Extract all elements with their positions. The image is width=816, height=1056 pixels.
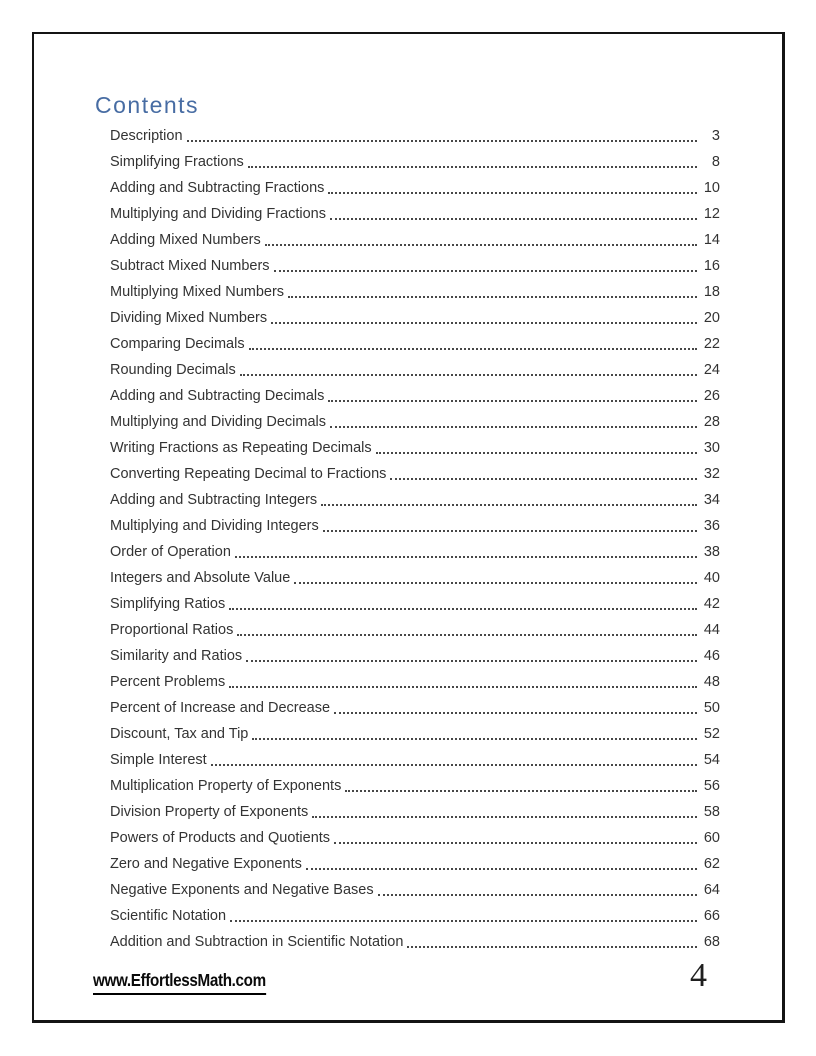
toc-entry-page: 64: [703, 882, 720, 898]
toc-dot-leader: [374, 877, 700, 903]
toc-dot-leader: [225, 591, 700, 617]
toc-entry-title: Addition and Subtraction in Scientific Notation: [110, 934, 404, 950]
toc-entry-title: Division Property of Exponents: [110, 804, 309, 820]
toc-entry-page: 28: [703, 414, 720, 430]
toc-entry-row[interactable]: [110, 409, 720, 435]
toc-entry-page: 36: [703, 518, 720, 534]
toc-entry-title: Integers and Absolute Value: [110, 570, 291, 586]
toc-entry-row[interactable]: [110, 877, 720, 903]
toc-entry-page: 66: [703, 908, 720, 924]
toc-dot-leader: [207, 747, 700, 773]
toc-entry-title: Multiplying and Dividing Fractions: [110, 206, 326, 222]
toc-dot-leader: [290, 565, 700, 591]
toc-entry-title: Percent of Increase and Decrease: [110, 700, 331, 716]
toc-entry-row[interactable]: [110, 721, 720, 747]
toc-entry-page: 14: [703, 232, 720, 248]
toc-entry-page: 38: [703, 544, 720, 560]
toc-entry-row[interactable]: [110, 773, 720, 799]
toc-dot-leader: [324, 175, 700, 201]
toc-entry-title: Scientific Notation: [110, 908, 227, 924]
toc-dot-leader: [308, 799, 700, 825]
toc-entry-row[interactable]: [110, 149, 720, 175]
toc-entry-row[interactable]: [110, 799, 720, 825]
toc-entry-row[interactable]: [110, 929, 720, 955]
toc-entry-title: Similarity and Ratios: [110, 648, 243, 664]
toc-dot-leader: [183, 123, 700, 149]
toc-entry-page: 3: [711, 128, 720, 144]
toc-dot-leader: [324, 383, 700, 409]
toc-entry-page: 48: [703, 674, 720, 690]
toc-entry-row[interactable]: [110, 513, 720, 539]
toc-entry-row[interactable]: [110, 591, 720, 617]
toc-dot-leader: [242, 643, 700, 669]
toc-entry-row[interactable]: [110, 357, 720, 383]
toc-entry-page: 32: [703, 466, 720, 482]
toc-entry-page: 18: [703, 284, 720, 300]
toc-dot-leader: [330, 825, 700, 851]
toc-entry-row[interactable]: [110, 175, 720, 201]
toc-dot-leader: [317, 487, 700, 513]
toc-dot-leader: [284, 279, 700, 305]
toc-entry-title: Zero and Negative Exponents: [110, 856, 302, 872]
toc-entry-row[interactable]: [110, 331, 720, 357]
toc-entry-title: Adding Mixed Numbers: [110, 232, 261, 248]
toc-entry-page: 62: [703, 856, 720, 872]
toc-dot-leader: [403, 929, 700, 955]
toc-entry-row[interactable]: [110, 461, 720, 487]
toc-entry-title: Dividing Mixed Numbers: [110, 310, 268, 326]
toc-entry-title: Percent Problems: [110, 674, 226, 690]
toc-dot-leader: [326, 201, 700, 227]
toc-entry-row[interactable]: [110, 123, 720, 149]
toc-dot-leader: [236, 357, 700, 383]
toc-entry-page: 30: [703, 440, 720, 456]
toc-entry-page: 26: [703, 388, 720, 404]
toc-entry-row[interactable]: [110, 305, 720, 331]
toc-entry-title: Adding and Subtracting Fractions: [110, 180, 325, 196]
toc-entry-page: 58: [703, 804, 720, 820]
toc-dot-leader: [225, 669, 700, 695]
toc-dot-leader: [231, 539, 700, 565]
toc-dot-leader: [330, 695, 700, 721]
toc-entry-title: Rounding Decimals: [110, 362, 236, 378]
toc-dot-leader: [244, 149, 700, 175]
toc-dot-leader: [270, 253, 700, 279]
toc-entry-row[interactable]: [110, 279, 720, 305]
toc-entry-page: 50: [703, 700, 720, 716]
toc-entry-row[interactable]: [110, 487, 720, 513]
toc-entry-row[interactable]: [110, 227, 720, 253]
toc-entry-row[interactable]: [110, 539, 720, 565]
toc-dot-leader: [267, 305, 700, 331]
footer-website-link[interactable]: www.EffortlessMath.com: [93, 970, 266, 995]
toc-entry-page: 10: [703, 180, 720, 196]
toc-entry-page: 44: [703, 622, 720, 638]
toc-entry-title: Comparing Decimals: [110, 336, 245, 352]
toc-entry-title: Adding and Subtracting Integers: [110, 492, 318, 508]
toc-dot-leader: [326, 409, 700, 435]
toc-dot-leader: [245, 331, 700, 357]
toc-list: [110, 123, 720, 955]
toc-entry-page: 24: [703, 362, 720, 378]
toc-dot-leader: [233, 617, 700, 643]
toc-entry-row[interactable]: [110, 565, 720, 591]
toc-entry-title: Multiplying and Dividing Integers: [110, 518, 319, 534]
toc-entry-page: 34: [703, 492, 720, 508]
toc-entry-page: 56: [703, 778, 720, 794]
toc-dot-leader: [248, 721, 700, 747]
toc-entry-page: 54: [703, 752, 720, 768]
toc-entry-page: 42: [703, 596, 720, 612]
toc-entry-page: 20: [703, 310, 720, 326]
toc-entry-title: Description: [110, 128, 183, 144]
toc-entry-page: 60: [703, 830, 720, 846]
toc-entry-title: Subtract Mixed Numbers: [110, 258, 270, 274]
toc-dot-leader: [386, 461, 700, 487]
toc-entry-row[interactable]: [110, 903, 720, 929]
page-number: 4: [690, 957, 707, 994]
toc-dot-leader: [319, 513, 700, 539]
toc-entry-title: Multiplication Property of Exponents: [110, 778, 342, 794]
toc-entry-row[interactable]: [110, 825, 720, 851]
toc-dot-leader: [341, 773, 700, 799]
page-border: [32, 32, 785, 1023]
toc-entry-page: 46: [703, 648, 720, 664]
toc-entry-title: Adding and Subtracting Decimals: [110, 388, 325, 404]
toc-entry-page: 16: [703, 258, 720, 274]
toc-entry-page: 52: [703, 726, 720, 742]
toc-dot-leader: [226, 903, 700, 929]
toc-entry-row[interactable]: [110, 669, 720, 695]
toc-entry-title: Powers of Products and Quotients: [110, 830, 331, 846]
toc-entry-title: Proportional Ratios: [110, 622, 234, 638]
toc-entry-title: Simplifying Fractions: [110, 154, 244, 170]
toc-entry-page: 40: [703, 570, 720, 586]
toc-entry-title: Discount, Tax and Tip: [110, 726, 249, 742]
toc-entry-title: Simple Interest: [110, 752, 207, 768]
toc-entry-row[interactable]: [110, 617, 720, 643]
toc-entry-title: Negative Exponents and Negative Bases: [110, 882, 374, 898]
toc-dot-leader: [372, 435, 700, 461]
toc-entry-title: Simplifying Ratios: [110, 596, 226, 612]
toc-entry-row[interactable]: [110, 253, 720, 279]
toc-dot-leader: [302, 851, 700, 877]
toc-entry-title: Multiplying and Dividing Decimals: [110, 414, 326, 430]
toc-entry-row[interactable]: [110, 695, 720, 721]
toc-entry-row[interactable]: [110, 643, 720, 669]
toc-entry-page: 8: [711, 154, 720, 170]
toc-entry-row[interactable]: [110, 851, 720, 877]
toc-dot-leader: [261, 227, 700, 253]
toc-entry-title: Multiplying Mixed Numbers: [110, 284, 285, 300]
toc-entry-page: 22: [703, 336, 720, 352]
toc-entry-row[interactable]: [110, 435, 720, 461]
toc-entry-title: Writing Fractions as Repeating Decimals: [110, 440, 372, 456]
toc-entry-row[interactable]: [110, 201, 720, 227]
toc-entry-title: Order of Operation: [110, 544, 231, 560]
toc-entry-row[interactable]: [110, 747, 720, 773]
toc-entry-page: 12: [703, 206, 720, 222]
toc-entry-page: 68: [703, 934, 720, 950]
toc-entry-row[interactable]: [110, 383, 720, 409]
toc-heading: Contents: [95, 92, 200, 118]
toc-entry-title: Converting Repeating Decimal to Fractions: [110, 466, 387, 482]
